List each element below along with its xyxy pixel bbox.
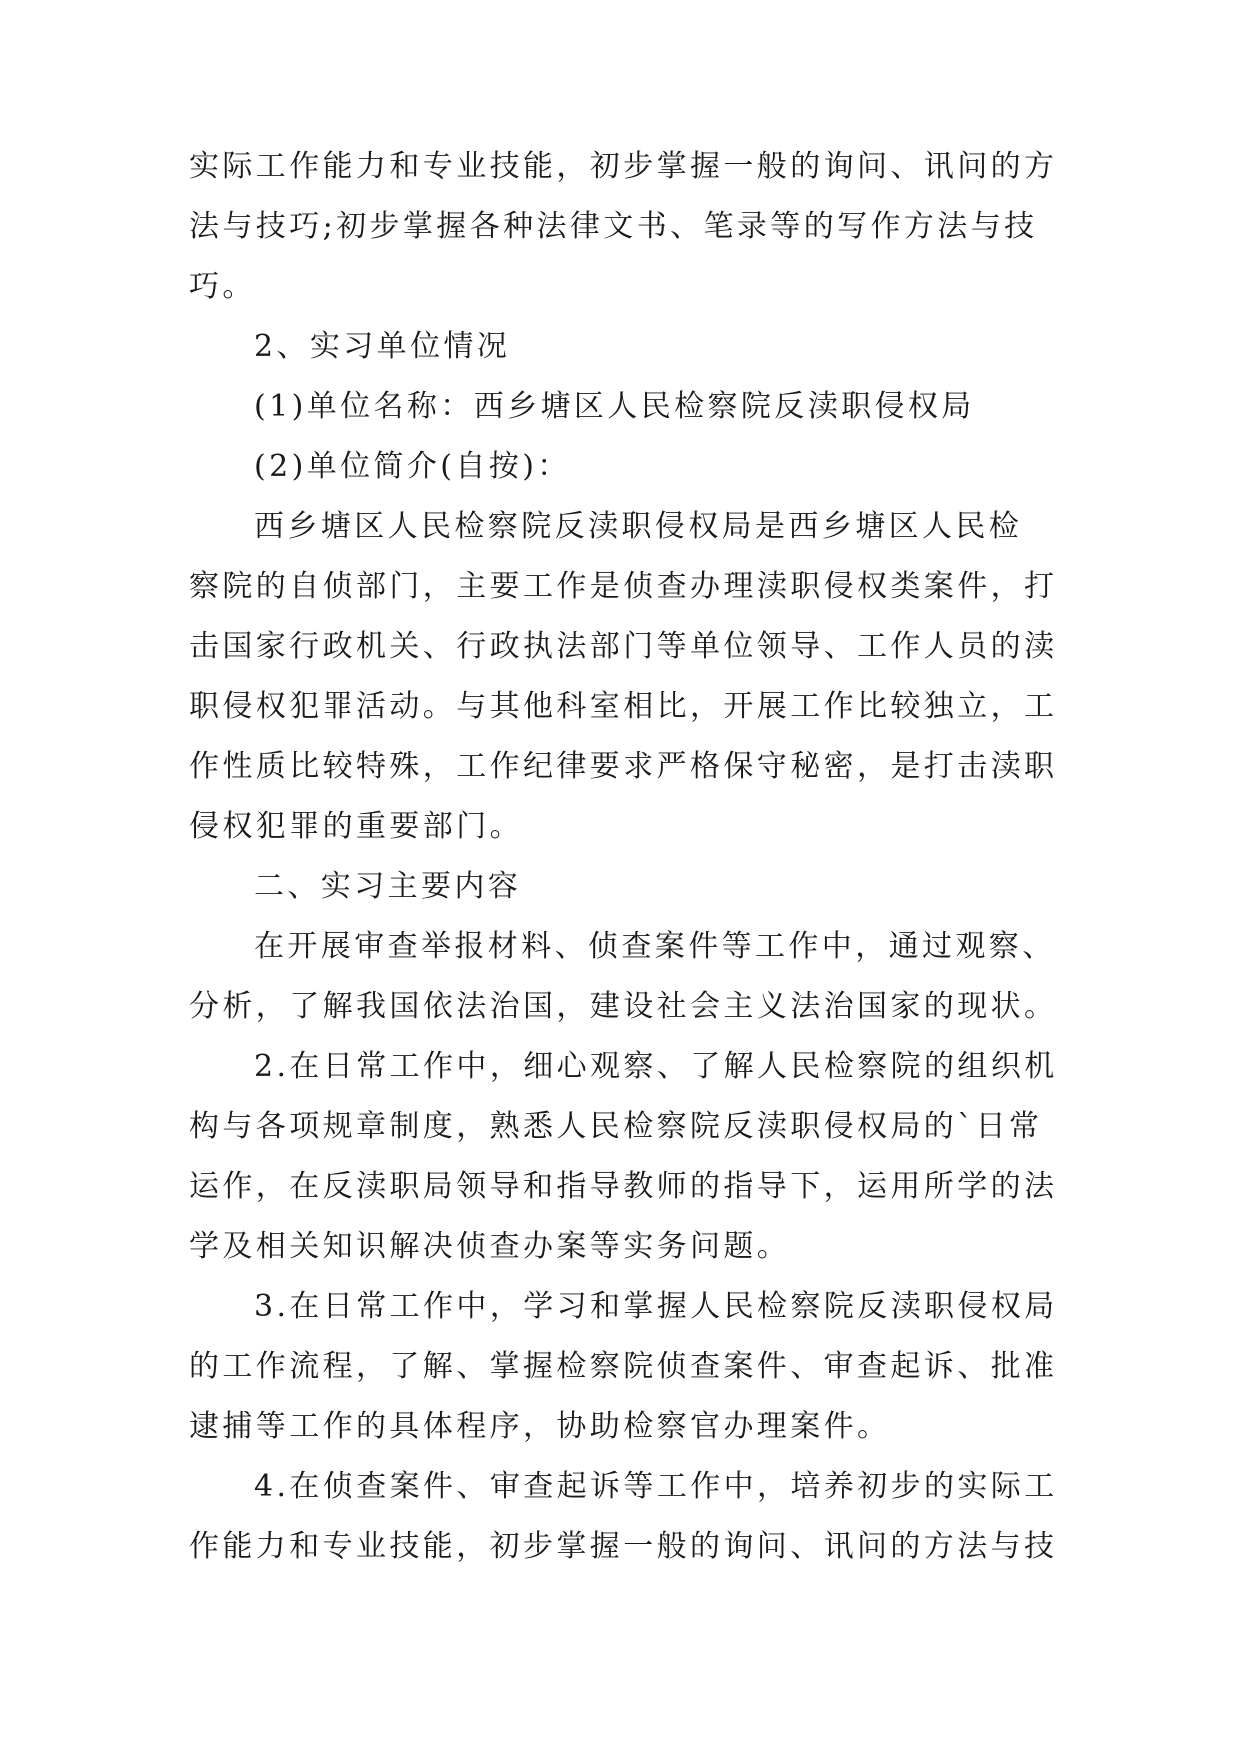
text-line: 巧。	[189, 269, 256, 304]
text-line: 作性质比较特殊，工作纪律要求严格保守秘密，是打击渎职	[189, 749, 1058, 784]
text-line: 实际工作能力和专业技能，初步掌握一般的询问、讯问的方	[189, 149, 1058, 184]
section-heading: 2、实习单位情况	[254, 329, 511, 364]
section-heading: 二、实习主要内容	[254, 869, 522, 904]
text-line: 职侵权犯罪活动。与其他科室相比，开展工作比较独立，工	[189, 689, 1058, 724]
text-line: 运作，在反渎职局领导和指导教师的指导下，运用所学的法	[189, 1169, 1058, 1204]
text-line: 作能力和专业技能，初步掌握一般的询问、讯问的方法与技	[189, 1529, 1058, 1564]
text-line: 侵权犯罪的重要部门。	[189, 809, 523, 844]
text-line: 察院的自侦部门，主要工作是侦查办理渎职侵权类案件，打	[189, 569, 1058, 604]
text-line: 3.在日常工作中，学习和掌握人民检察院反渎职侵权局	[254, 1289, 1058, 1324]
text-line: 击国家行政机关、行政执法部门等单位领导、工作人员的渎	[189, 629, 1058, 664]
text-line: 构与各项规章制度，熟悉人民检察院反渎职侵权局的`日常	[189, 1109, 1043, 1144]
text-line: 分析，了解我国依法治国，建设社会主义法治国家的现状。	[189, 989, 1058, 1024]
text-line: 西乡塘区人民检察院反渎职侵权局是西乡塘区人民检	[254, 509, 1023, 544]
text-line: 2.在日常工作中，细心观察、了解人民检察院的组织机	[254, 1049, 1058, 1084]
text-line: 逮捕等工作的具体程序，协助检察官办理案件。	[189, 1409, 891, 1444]
text-line: (2)单位简介(自按)：	[254, 449, 571, 484]
text-line: 在开展审查举报材料、侦查案件等工作中，通过观察、	[254, 929, 1056, 964]
text-line: 法与技巧;初步掌握各种法律文书、笔录等的写作方法与技	[189, 209, 1038, 244]
text-line: 4.在侦查案件、审查起诉等工作中，培养初步的实际工	[254, 1469, 1058, 1504]
text-line: 的工作流程，了解、掌握检察院侦查案件、审查起诉、批准	[189, 1349, 1058, 1384]
text-line: 学及相关知识解决侦查办案等实务问题。	[189, 1229, 791, 1264]
text-line: (1)单位名称：西乡塘区人民检察院反渎职侵权局	[254, 389, 975, 424]
